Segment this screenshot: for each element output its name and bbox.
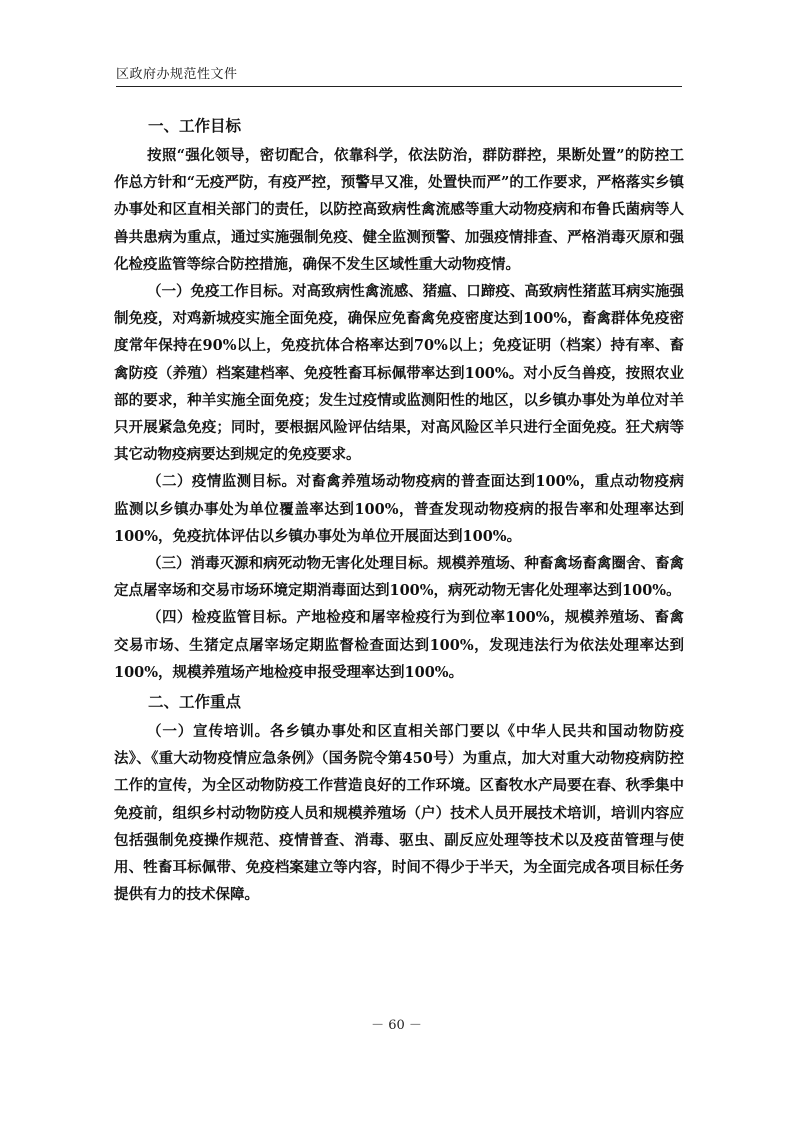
section-heading: 一、工作目标 [148, 117, 242, 135]
page-header [116, 66, 682, 87]
paragraph: （三）消毒灭源和病死动物无害化处理目标。规模养殖场、种畜禽场畜禽圈舍、畜禽定点屠宰场和交易市场环境定期消毒面达到100%，病死动物无害化处理率达到100%。 [114, 555, 684, 600]
section-heading: 二、工作重点 [148, 693, 242, 712]
page-number: － 60 － [371, 1018, 422, 1033]
paragraph: 按照“强化领导，密切配合，依靠科学，依法防治，群防群控，果断处置”的防控工作总方针和“无疫严防，有疫严控，预警早又准，处置快而严”的工作要求，严格落实乡镇办事处和区直相关部门的责任，以防控高致病性禽流感等重大动物疫病和布鲁氏菌病等人兽共患病为重点，通过实施强制免疫、健全监测预警、加强疫情排查、严格消毒灭原和强化检疫监管等综合防控措施，确保不发生区域性重大动物疫情。 [114, 147, 684, 273]
paragraph: （四）检疫监管目标。产地检疫和屠宰检疫行为到位率100%，规模养殖场、畜禽交易市场、生猪定点屠宰场定期监督检查面达到100%，发现违法行为依法处理率达到100%，规模养殖场产地检疫申报受理率达到100%。 [114, 609, 684, 681]
paragraph: （一）免疫工作目标。对高致病性禽流感、猪瘟、口蹄疫、高致病性猪蓝耳病实施强制免疫，对鸡新城疫实施全面免疫，确保应免畜禽免疫密度达到100%，畜禽群体免疫密度常年保持在90%以上，免疫抗体合格率达到70%以上；免疫证明（档案）持有率、畜禽防疫（养殖）档案建档率、免疫牲畜耳标佩带率达到100%。对小反刍兽疫，按照农业部的要求，种羊实施全面免疫；发生过疫情或监测阳性的地区，以乡镇办事处为单位对羊只开展紧急免疫；同时，要根据风险评估结果，对高风险区羊只进行全面免疫。狂犬病等其它动物疫病要达到规定的免疫要求。 [114, 283, 684, 464]
paragraph: （二）疫情监测目标。对畜禽养殖场动物疫病的普查面达到100%，重点动物疫病监测以乡镇办事处为单位覆盖率达到100%，普查发现动物疫病的报告率和处理率达到100%，免疫抗体评估以乡镇办事处为单位开展面达到100%。 [114, 473, 684, 545]
paragraph: （一）宣传培训。各乡镇办事处和区直相关部门要以《中华人民共和国动物防疫法》、《重大动物疫情应急条例》（国务院令第450号）为重点，加大对重大动物疫病防控工作的宣传，为全区动物防疫工作营造良好的工作环境。区畜牧水产局要在春、秋季集中免疫前，组织乡村动物防疫人员和规模养殖场（户）技术人员开展技术培训，培训内容应包括强制免疫操作规范、疫情普查、消毒、驱虫、副反应处理等技术以及疫苗管理与使用、牲畜耳标佩带、免疫档案建立等内容，时间不得少于半天，为全面完成各项目标任务提供有力的技术保障。 [114, 723, 684, 904]
header-title: 区政府办规范性文件 [116, 67, 238, 82]
document-body [114, 110, 684, 908]
